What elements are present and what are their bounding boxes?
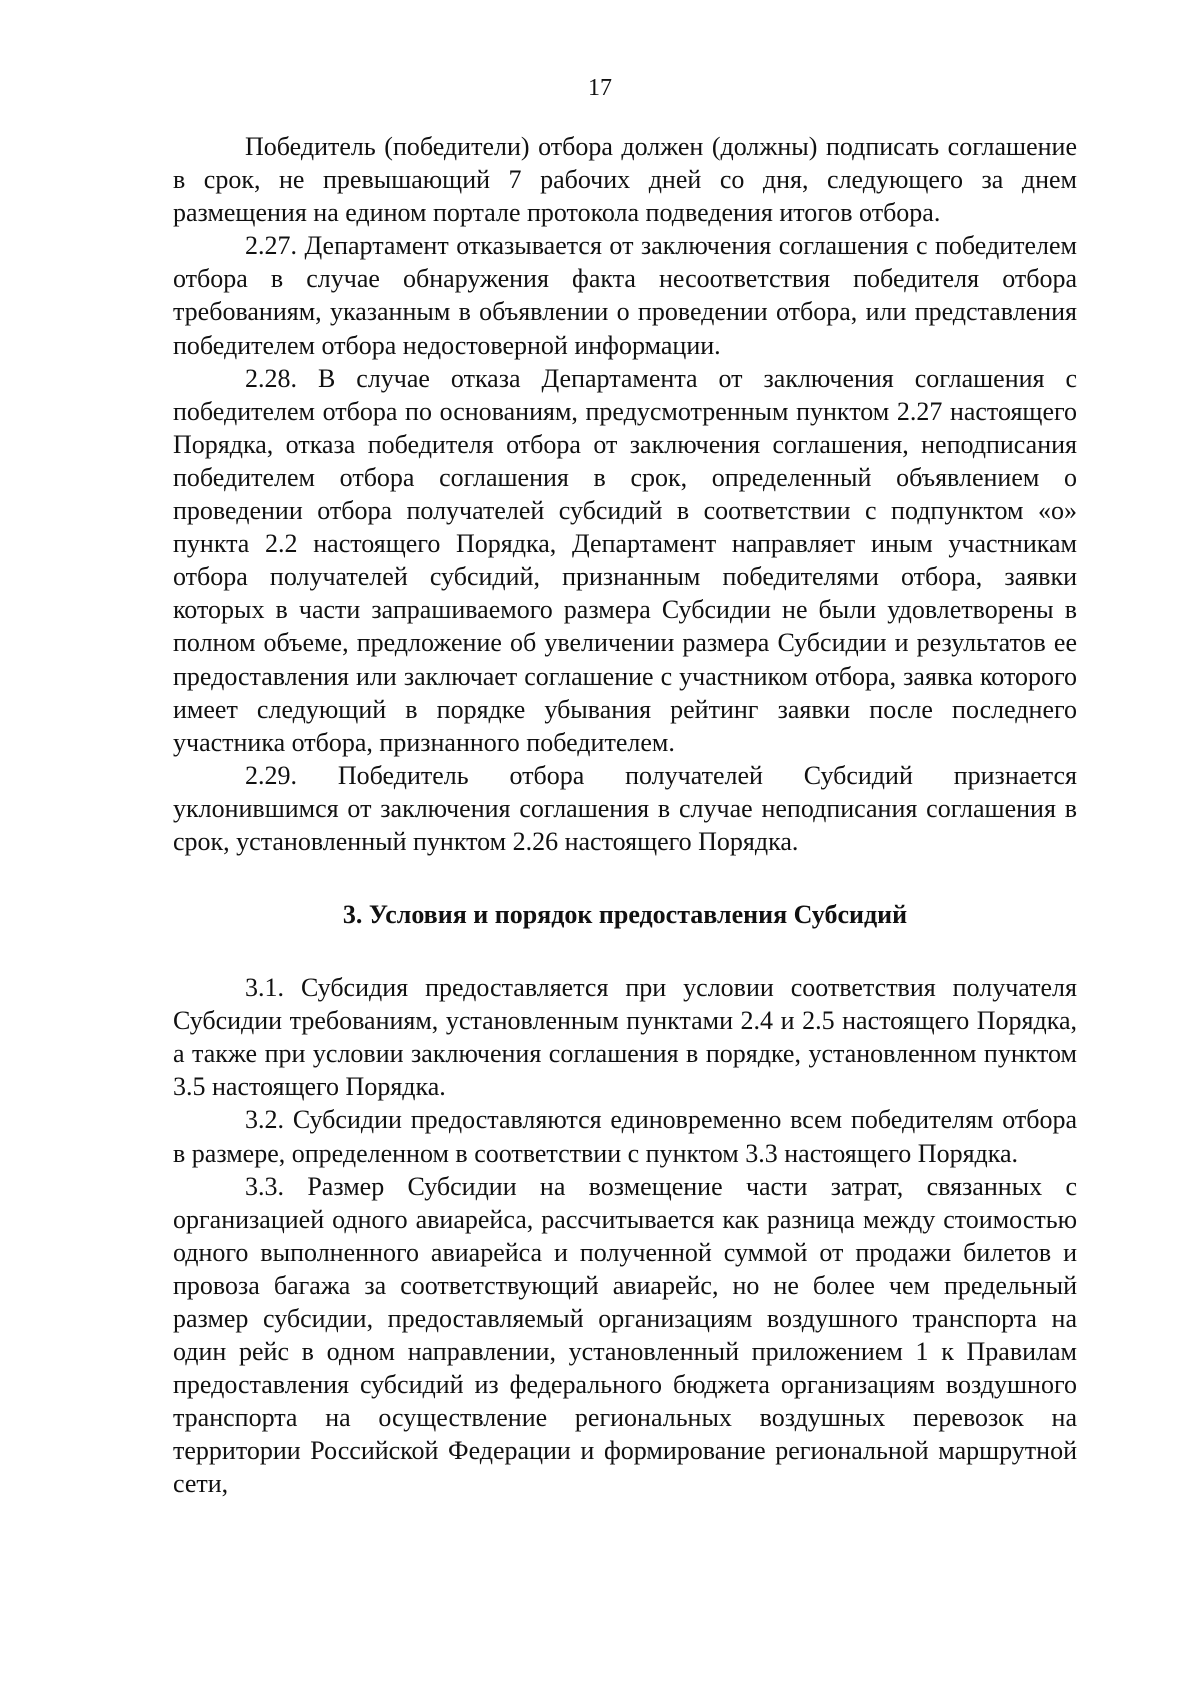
paragraph-3-2: 3.2. Субсидии предоставляются единовременно всем победителям отбора в размере, определенном в соответствии с пунктом 3.3 настоящего Порядка. — [173, 1105, 1077, 1168]
section-heading: 3. Условия и порядок предоставления Субсидий — [342, 900, 908, 930]
paragraph-winner-signing: Победитель (победители) отбора должен (должны) подписать соглашение в срок, не превышающий 7 рабочих дней со дня, следующего за днем размещения на едином портале протокола подведения итогов отбора. — [173, 132, 1077, 228]
paragraph-2-28: 2.28. В случае отказа Департамента от заключения соглашения с победителем отбора по основаниям, предусмотренным пунктом 2.27 настоящего Порядка, отказа победителя отбора от заключения соглашения, неподписания победителем отбора соглашения в срок, определенный объявлением о проведении отбора получателей субсидий в соответствии с подпунктом «о» пункта 2.2 настоящего Порядка, Департамент направляет иным участникам отбора получателей субсидий, признанным победителями отбора, заявки которых в части запрашиваемого размера Субсидии не были удовлетворены в полном объеме, предложение об увеличении размера Субсидии и результатов ее предоставления или заключает соглашение с участником отбора, заявка которого имеет следующий в порядке убывания рейтинг заявки после последнего участника отбора, признанного победителем. — [173, 363, 1077, 757]
document-body — [173, 130, 1077, 1501]
paragraph-2-27: 2.27. Департамент отказывается от заключения соглашения с победителем отбора в случае обнаружения факта несоответствия победителя отбора требованиям, указанным в объявлении о проведении отбора, или представления победителем отбора недостоверной информации. — [173, 231, 1077, 360]
paragraph-3-3: 3.3. Размер Субсидии на возмещение части затрат, связанных с организацией одного авиарейса, рассчитывается как разница между стоимостью одного выполненного авиарейса и полученной суммой от продажи билетов и провоза багажа за соответствующий авиарейс, но не более чем предельный размер субсидии, предоставляемый организациям воздушного транспорта на один рейс в одном направлении, установленный приложением 1 к Правилам предоставления субсидий из федерального бюджета организациям воздушного транспорта на осуществление региональных воздушных перевозок на территории Российской Федерации и формирование региональной маршрутной сети, — [173, 1171, 1077, 1499]
paragraph-3-1: 3.1. Субсидия предоставляется при условии соответствия получателя Субсидии требованиям, установленным пунктами 2.4 и 2.5 настоящего Порядка, а также при условии заключения соглашения в порядке, установленном пунктом 3.5 настоящего Порядка. — [173, 973, 1077, 1102]
page-number: 17 — [588, 75, 612, 101]
paragraph-2-29: 2.29. Победитель отбора получателей Субсидий признается уклонившимся от заключения соглашения в случае неподписания соглашения в срок, установленный пунктом 2.26 настоящего Порядка. — [173, 760, 1077, 856]
